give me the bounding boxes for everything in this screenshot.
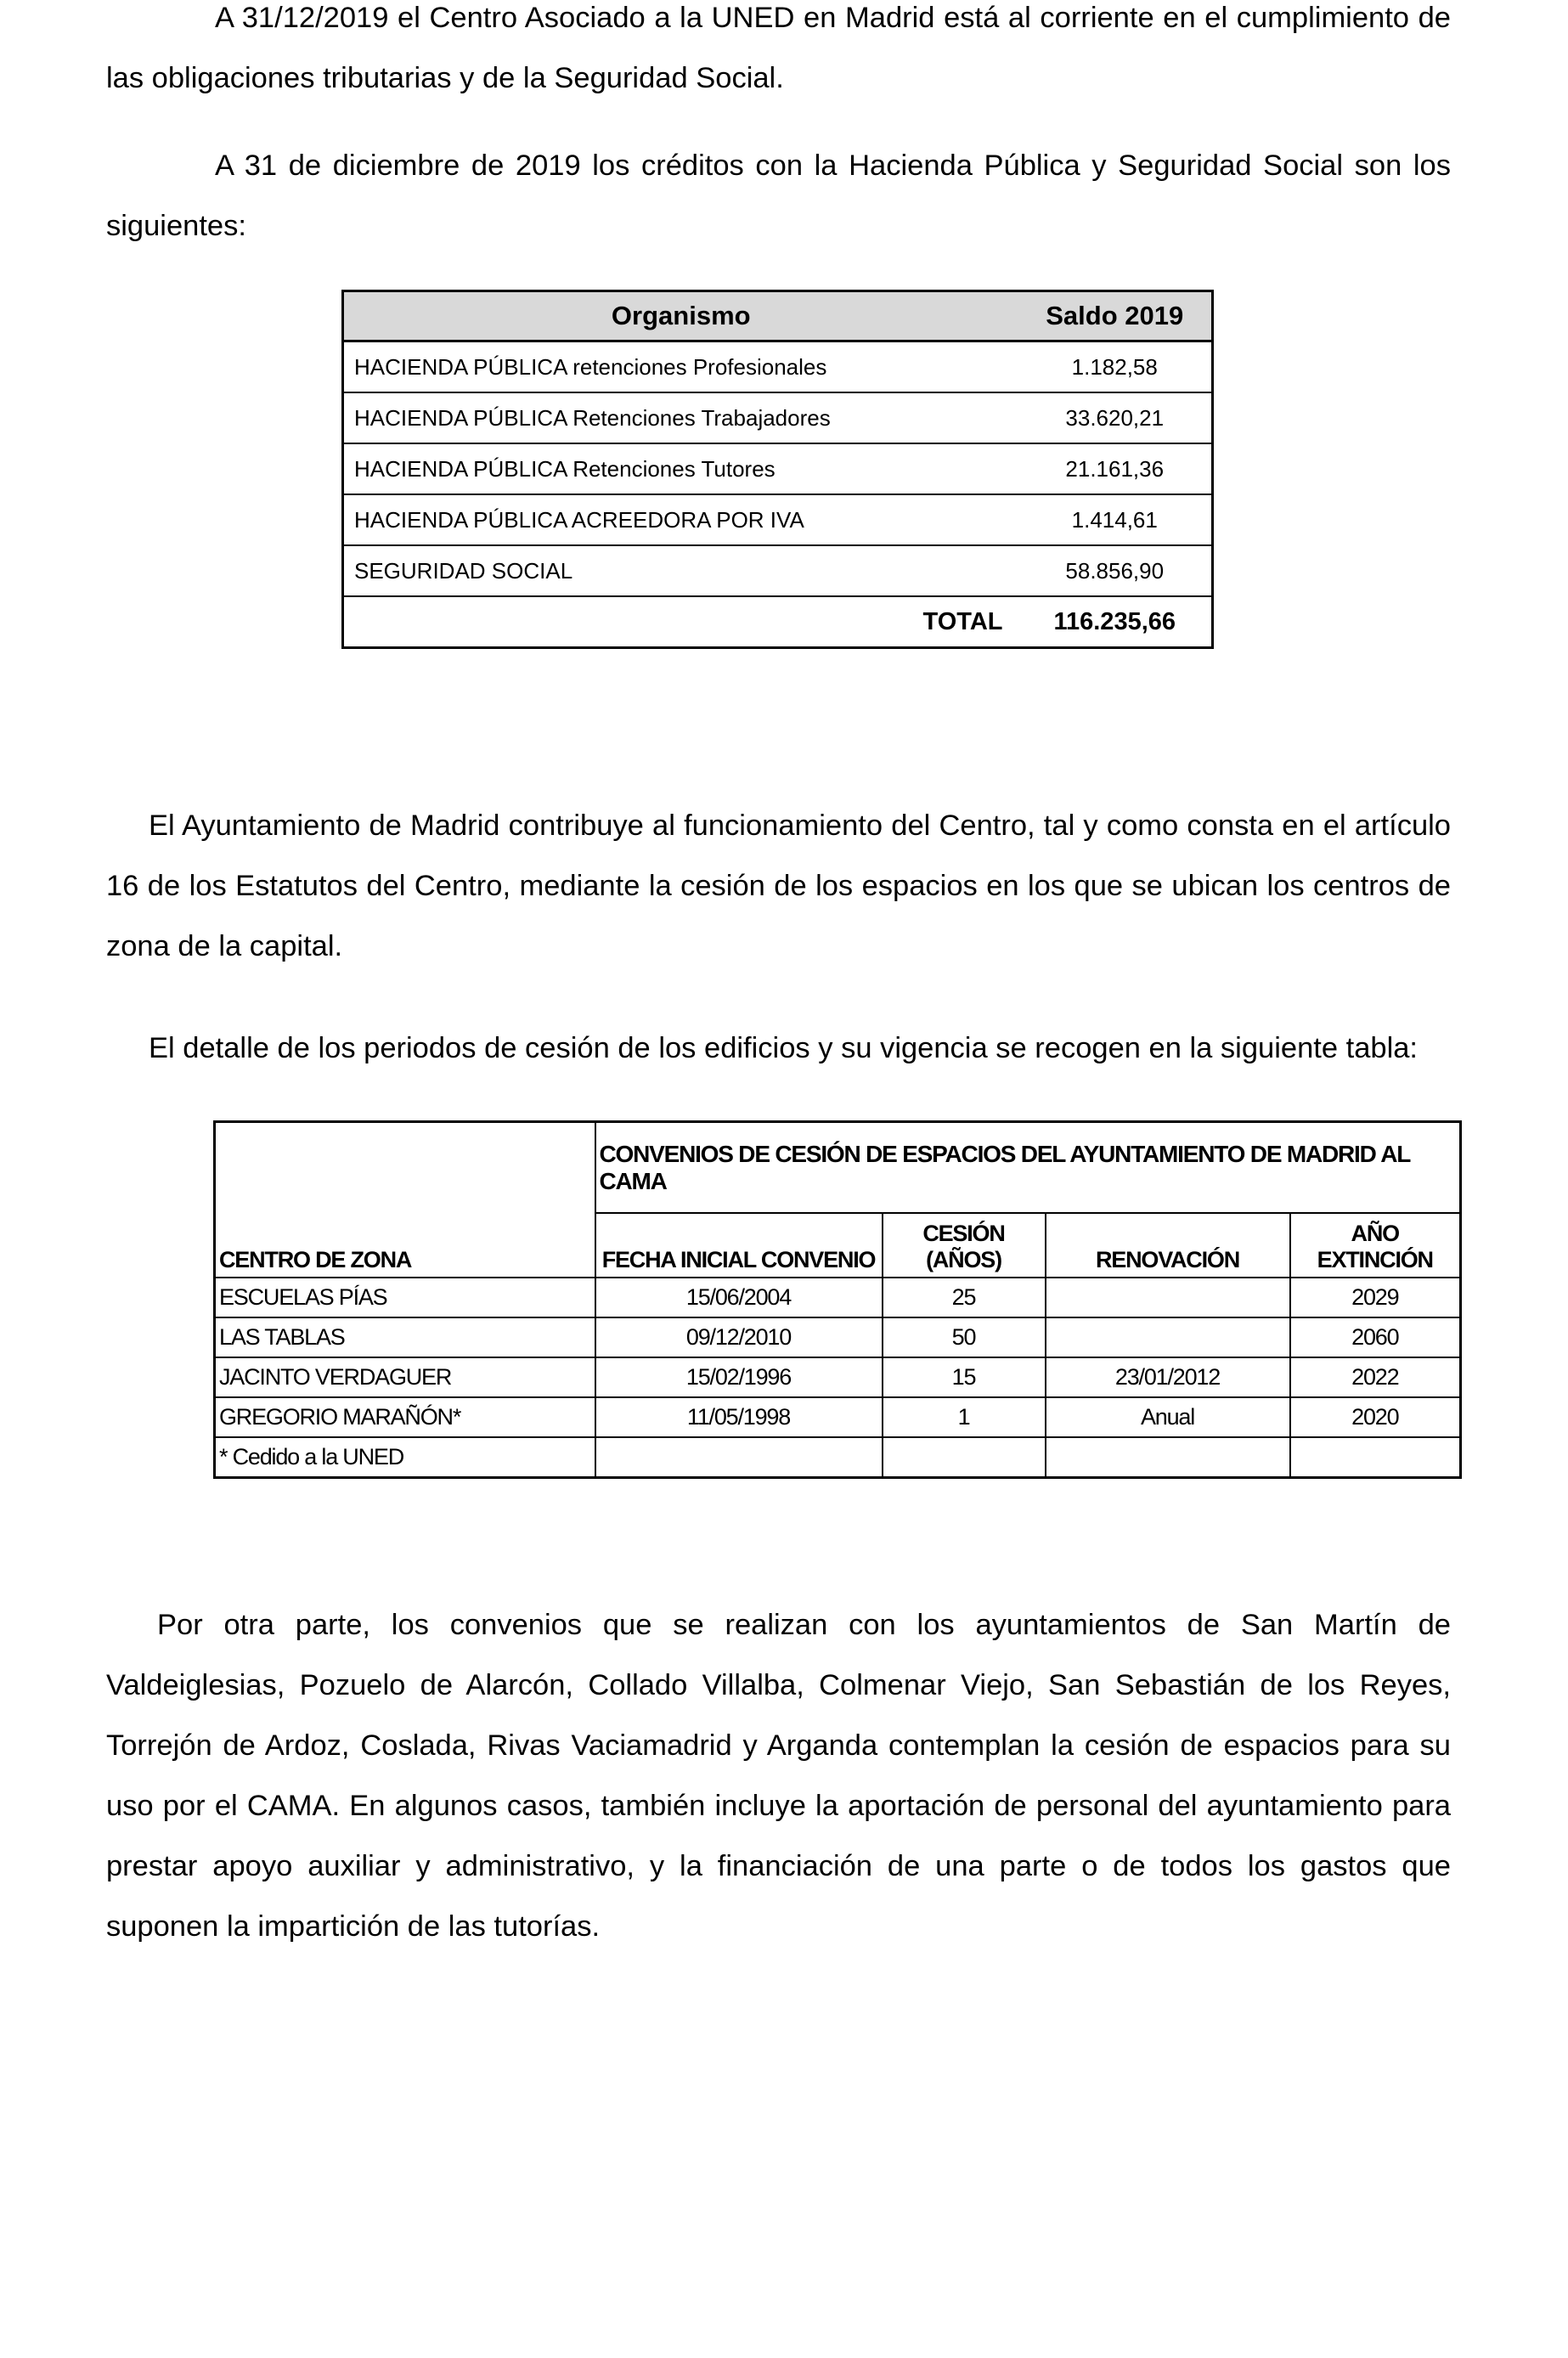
paragraph-tax-compliance: A 31/12/2019 el Centro Asociado a la UNED en Madrid está al corriente en el cumplimiento de las obligaciones tributarias y de la Seguridad Social.: [106, 2, 1451, 94]
header-organismo: Organismo: [343, 291, 1018, 341]
extincion-cell: 2022: [1290, 1357, 1461, 1397]
paragraph-ayuntamiento: El Ayuntamiento de Madrid contribuye al funcionamiento del Centro, tal y como consta en el artículo 16 de los Estatutos del Centro, mediante la cesión de los espacios en los que se ubican los centros de zona de la capital.: [106, 810, 1451, 962]
organismo-cell: HACIENDA PÚBLICA retenciones Profesionales: [343, 341, 1018, 393]
table-row: [215, 1357, 1461, 1397]
table-row: [343, 545, 1213, 596]
header-cesion: CESIÓN (AÑOS): [883, 1213, 1046, 1278]
fecha-cell: 11/05/1998: [595, 1397, 883, 1437]
table-caption: CONVENIOS DE CESIÓN DE ESPACIOS DEL AYUNTAMIENTO DE MADRID AL CAMA: [595, 1122, 1461, 1214]
table-row: [343, 443, 1213, 494]
total-row: [343, 596, 1213, 648]
header-fecha: FECHA INICIAL CONVENIO: [595, 1213, 883, 1278]
header-renovacion: RENOVACIÓN: [1046, 1213, 1290, 1278]
empty-cell: [595, 1437, 883, 1478]
renovacion-cell: Anual: [1046, 1397, 1290, 1437]
header-saldo: Saldo 2019: [1018, 291, 1213, 341]
centro-cell: ESCUELAS PÍAS: [215, 1278, 595, 1317]
extincion-cell: 2020: [1290, 1397, 1461, 1437]
paragraph-credits-intro: A 31 de diciembre de 2019 los créditos con la Hacienda Pública y Seguridad Social son los siguientes:: [106, 149, 1451, 242]
total-value: 116.235,66: [1053, 607, 1176, 635]
extincion-cell: 2029: [1290, 1278, 1461, 1317]
organismo-cell: HACIENDA PÚBLICA Retenciones Tutores: [343, 443, 1018, 494]
saldo-cell: 58.856,90: [1018, 545, 1213, 596]
cesion-cell: 1: [883, 1397, 1046, 1437]
empty-cell: [1290, 1437, 1461, 1478]
empty-cell: [1046, 1437, 1290, 1478]
cesion-cell: 50: [883, 1317, 1046, 1357]
cesion-cell: 15: [883, 1357, 1046, 1397]
extincion-cell: 2060: [1290, 1317, 1461, 1357]
saldo-cell: 33.620,21: [1018, 392, 1213, 443]
header-row: [215, 1213, 1461, 1278]
fecha-cell: 09/12/2010: [595, 1317, 883, 1357]
paragraph-detail: El detalle de los periodos de cesión de los edificios y su vigencia se recogen en la siguiente tabla:: [149, 1032, 1419, 1064]
saldo-cell: 1.182,58: [1018, 341, 1213, 393]
table-row: [343, 392, 1213, 443]
table-row: [215, 1397, 1461, 1437]
total-label: TOTAL: [922, 607, 1003, 635]
renovacion-cell: [1046, 1317, 1290, 1357]
paragraph-other-agreements: Por otra parte, los convenios que se realizan con los ayuntamientos de San Martín de Valdeiglesias, Pozuelo de Alarcón, Collado Villalba, Colmenar Viejo, San Sebastián de los Reyes, Torrejón de Ardoz, Coslada, Rivas Vaciamadrid y Arganda contemplan la cesión de espacios para su uso por el CAMA. En algunos casos, también incluye la aportación de personal del ayuntamiento para prestar apoyo auxiliar y administrativo, y la financiación de una parte o de todos los gastos que suponen la impartición de las tutorías.: [106, 1609, 1451, 1943]
footnote-row: [215, 1437, 1461, 1478]
fecha-cell: 15/06/2004: [595, 1278, 883, 1317]
table-row: [343, 494, 1213, 545]
credits-table-header: [343, 291, 1213, 341]
saldo-cell: 21.161,36: [1018, 443, 1213, 494]
table-row: [215, 1317, 1461, 1357]
saldo-cell: 1.414,61: [1018, 494, 1213, 545]
centro-cell: JACINTO VERDAGUER: [215, 1357, 595, 1397]
table-row: [215, 1278, 1461, 1317]
header-extincion: AÑO EXTINCIÓN: [1290, 1213, 1461, 1278]
credits-table: [341, 290, 1214, 649]
centro-cell: LAS TABLAS: [215, 1317, 595, 1357]
organismo-cell: SEGURIDAD SOCIAL: [343, 545, 1018, 596]
cesion-cell: 25: [883, 1278, 1046, 1317]
cession-agreements-table: [213, 1120, 1462, 1479]
centro-cell: GREGORIO MARAÑÓN*: [215, 1397, 595, 1437]
renovacion-cell: [1046, 1278, 1290, 1317]
table-row: [343, 341, 1213, 393]
organismo-cell: HACIENDA PÚBLICA ACREEDORA POR IVA: [343, 494, 1018, 545]
header-centro: CENTRO DE ZONA: [215, 1213, 595, 1278]
caption-empty-cell: [215, 1122, 595, 1214]
empty-cell: [883, 1437, 1046, 1478]
caption-row: [215, 1122, 1461, 1214]
organismo-cell: HACIENDA PÚBLICA Retenciones Trabajadores: [343, 392, 1018, 443]
renovacion-cell: 23/01/2012: [1046, 1357, 1290, 1397]
table-footnote: * Cedido a la UNED: [215, 1437, 595, 1478]
fecha-cell: 15/02/1996: [595, 1357, 883, 1397]
